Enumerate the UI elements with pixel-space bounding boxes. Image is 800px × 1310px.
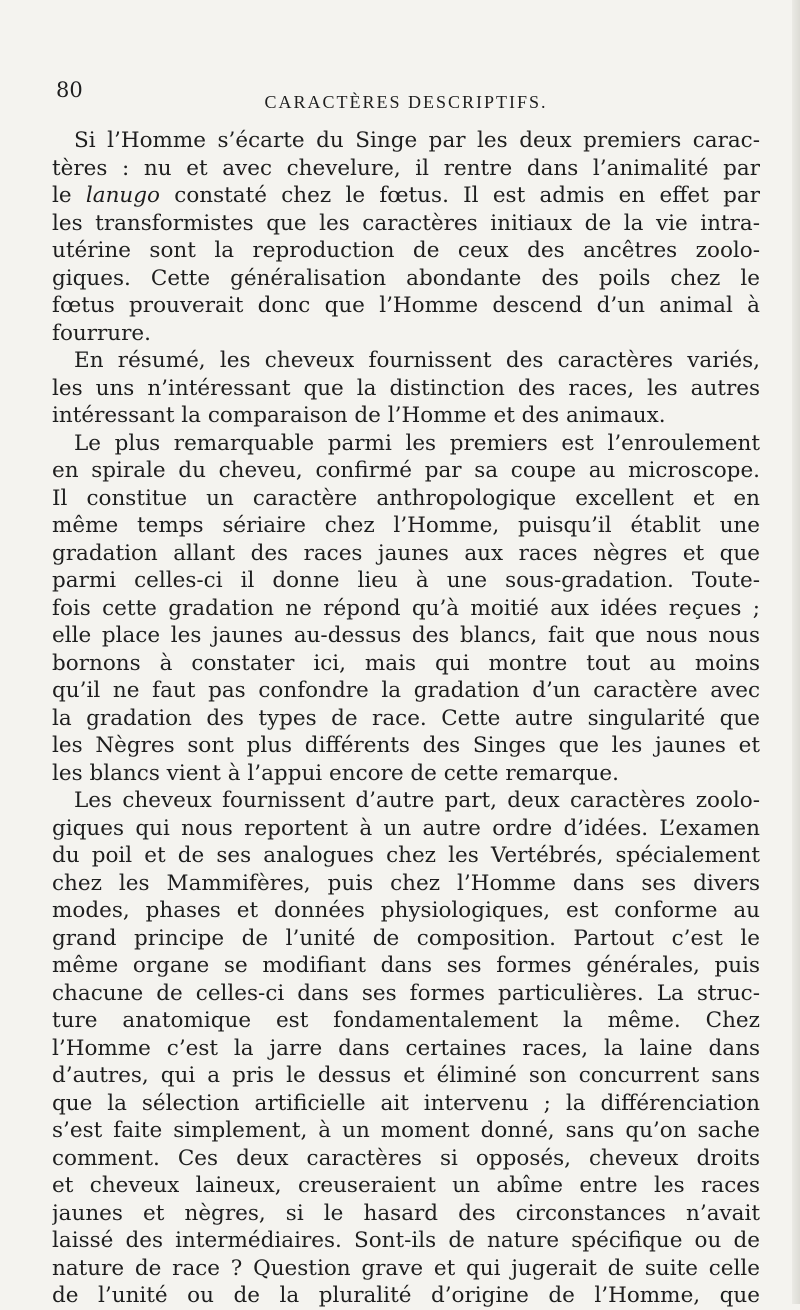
text-line: qu’il ne faut pas confondre la gradation d’un caractère avec: [52, 678, 760, 703]
text-line: chez les Mammifères, puis chez l’Homme dans ses divers: [52, 870, 760, 896]
text-line: d’autres, qui a pris le dessus et éliminé son concurrent sans: [52, 1063, 760, 1088]
text-line: giques. Cette généralisation abondante des poils chez le: [52, 265, 760, 291]
text-line: les blancs vient à l’appui encore de cette remarque.: [52, 760, 619, 786]
text-line: utérine sont la reproduction de ceux des ancêtres zoolo-: [52, 238, 760, 263]
text-fragment: constaté chez le fœtus. Il est admis en effet par: [174, 183, 760, 208]
text-line: et cheveux laineux, creuseraient un abîme entre les races: [52, 1173, 760, 1198]
text-line: comment. Ces deux caractères si opposés, cheveux droits: [52, 1145, 760, 1171]
text-line: bornons à constater ici, mais qui montre tout au moins: [52, 650, 760, 676]
text-line: la gradation des types de race. Cette autre singularité que: [52, 705, 760, 731]
text-line: grand principe de l’unité de composition. Partout c’est le: [52, 925, 760, 951]
text-line: giques qui nous reportent à un autre ordre d’idées. L’examen: [52, 815, 760, 841]
page-number: 80: [56, 78, 83, 102]
text-line: en spirale du cheveu, confirmé par sa coupe au microscope.: [52, 458, 760, 483]
text-line: de l’unité ou de la pluralité d’origine de l’Homme, que: [52, 1283, 760, 1308]
text-line: les uns n’intéressant que la distinction des races, les autres: [52, 375, 760, 401]
text-line: parmi celles-ci il donne lieu à une sous-gradation. Toute-: [52, 568, 760, 593]
text-line: l’Homme c’est la jarre dans certaines races, la laine dans: [52, 1035, 760, 1061]
running-head: [56, 78, 756, 114]
text-line: les transformistes que les caractères initiaux de la vie intra-: [52, 210, 760, 236]
text-line: intéressant la comparaison de l’Homme et des animaux.: [52, 403, 666, 428]
text-line: ture anatomique est fondamentalement la même. Chez: [52, 1008, 760, 1033]
text-line: Le plus remarquable parmi les premiers est l’enroulement: [74, 430, 760, 456]
text-line: En résumé, les cheveux fournissent des caractères variés,: [74, 348, 760, 373]
text-line: même organe se modifiant dans ses formes générales, puis: [52, 953, 760, 978]
running-title: CARACTÈRES DESCRIPTIFS.: [264, 92, 548, 112]
text-line: Si l’Homme s’écarte du Singe par les deux premiers carac-: [74, 128, 760, 153]
text-line: nature de race ? Question grave et qui jugerait de suite celle: [52, 1255, 760, 1281]
text-line: chacune de celles-ci dans ses formes particulières. La struc-: [52, 980, 760, 1006]
text-line: que la sélection artificielle ait intervenu ; la différenciation: [52, 1090, 760, 1116]
italic-term: lanugo: [85, 183, 160, 208]
page-edge-shadow: [792, 0, 800, 1304]
text-line: jaunes et nègres, si le hasard des circonstances n’avait: [52, 1200, 760, 1226]
text-line: Il constitue un caractère anthropologique excellent et en: [52, 485, 760, 511]
body-text: [52, 127, 760, 1310]
text-line: elle place les jaunes au-dessus des blancs, fait que nous nous: [52, 623, 760, 648]
text-line: fois cette gradation ne répond qu’à moitié aux idées reçues ;: [52, 595, 760, 621]
text-line: du poil et de ses analogues chez les Vertébrés, spécialement: [52, 843, 760, 868]
text-fragment: le: [52, 183, 72, 208]
text-line: laissé des intermédiaires. Sont-ils de nature spécifique ou de: [52, 1228, 760, 1253]
text-line: modes, phases et données physiologiques, est conforme au: [52, 898, 760, 923]
text-line: [52, 182, 760, 210]
text-line: gradation allant des races jaunes aux races nègres et que: [52, 540, 760, 566]
text-line: même temps sériaire chez l’Homme, puisqu’il établit une: [52, 513, 760, 538]
text-line: s’est faite simplement, à un moment donné, sans qu’on sache: [52, 1118, 760, 1143]
text-line: les Nègres sont plus différents des Singes que les jaunes et: [52, 733, 760, 758]
text-line: fourrure.: [52, 320, 151, 346]
text-line: tères : nu et avec chevelure, il rentre dans l’animalité par: [52, 155, 760, 181]
text-line: fœtus prouverait donc que l’Homme descend d’un animal à: [52, 293, 760, 318]
text-line: Les cheveux fournissent d’autre part, deux caractères zoolo-: [74, 788, 760, 813]
